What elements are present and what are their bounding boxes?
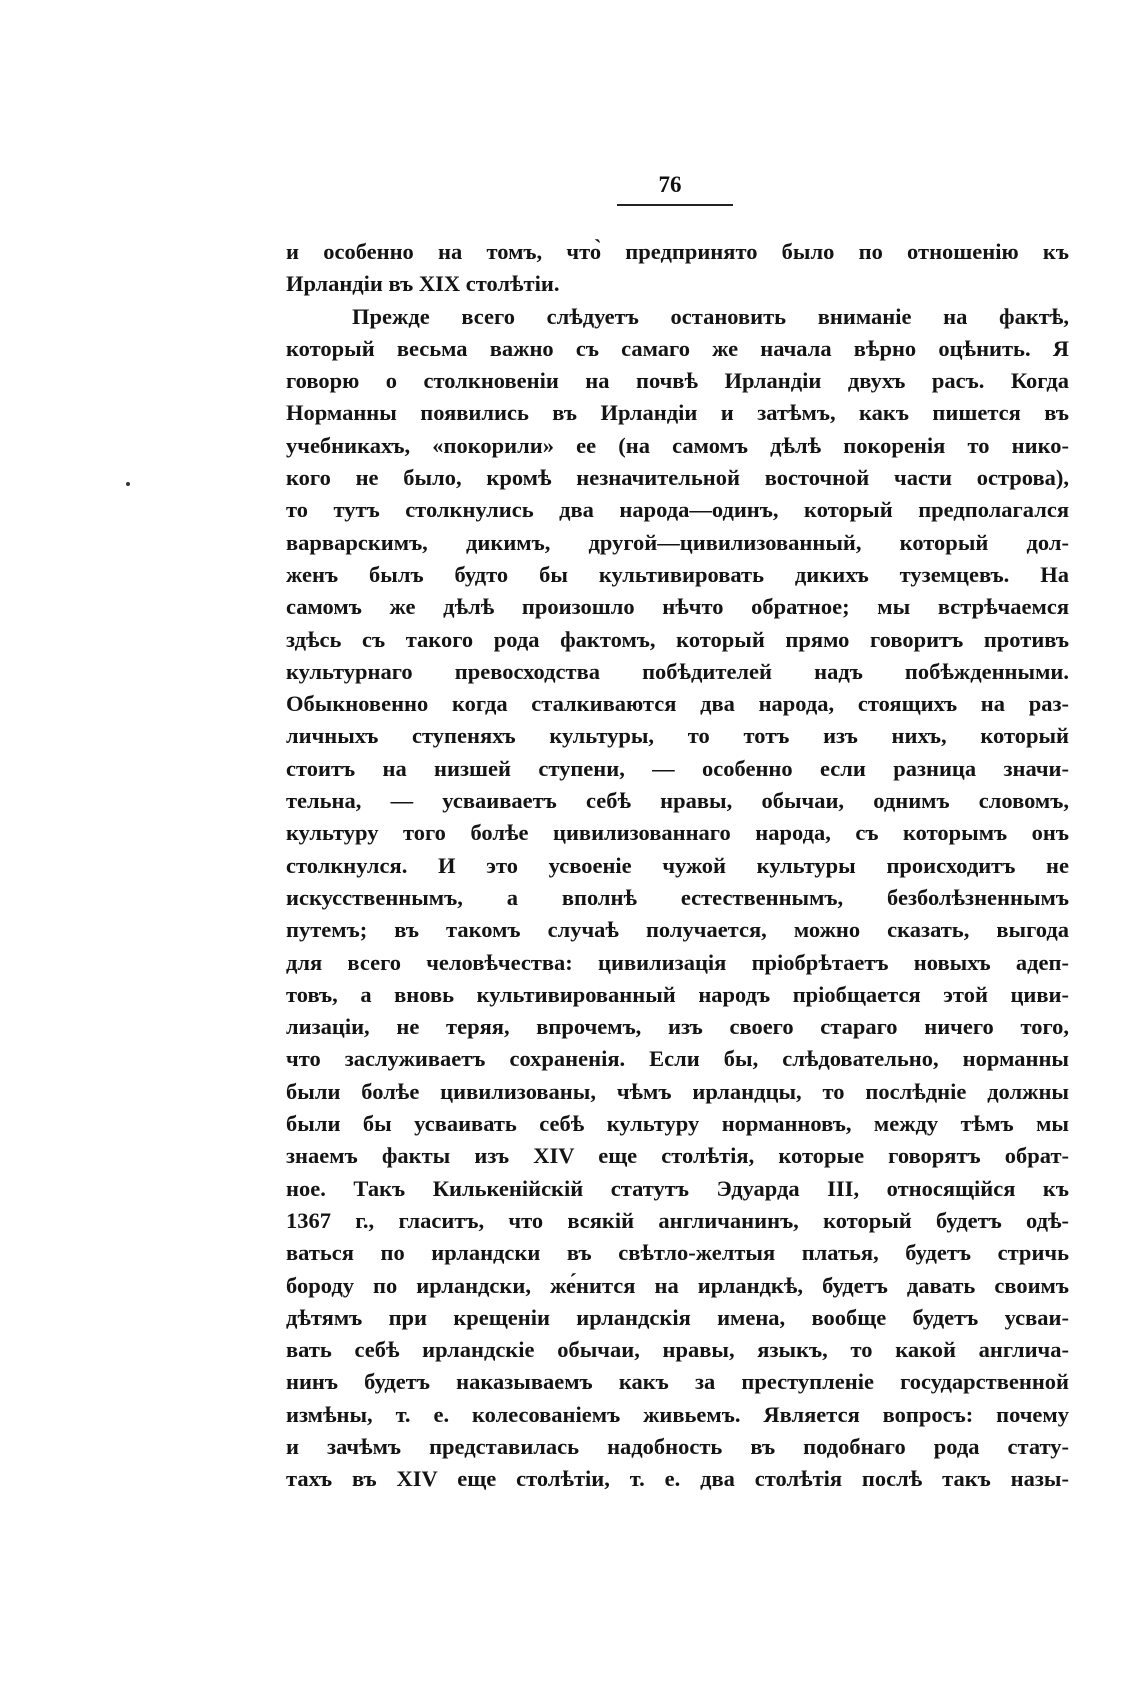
text-line: здѣсь съ такого рода фактомъ, который прямо говоритъ противъ [286,626,1069,652]
text-line: были болѣе цивилизованы, чѣмъ ирландцы, то послѣдніе должны [286,1078,1069,1104]
text-line: для всего человѣчества: цивилизація пріобрѣтаетъ новыхъ адеп- [286,949,1069,975]
header-rule [617,204,733,206]
text-line: что заслуживаетъ сохраненія. Если бы, слѣдовательно, норманны [286,1046,1069,1072]
text-line: нинъ будетъ наказываемъ какъ за преступленіе государственной [286,1369,1069,1395]
page-number: 76 [658,172,682,197]
text-line: тельна, — усваиваетъ себѣ нравы, обычаи, однимъ словомъ, [286,788,1069,814]
text-line: и зачѣмъ представилась надобность въ подобнаго рода стату- [286,1433,1069,1459]
text-line: культурнаго превосходства побѣдителей надъ побѣжденными. [286,658,1069,684]
text-line: стоитъ на низшей ступени, — особенно если разница значи- [286,755,1069,781]
text-line: знаемъ факты изъ XIV еще столѣтія, которые говорятъ обрат- [286,1143,1069,1169]
text-line: товъ, а вновь культивированный народъ пріобщается этой циви- [286,981,1069,1007]
text-line: Прежде всего слѣдуетъ остановить вниманіе на фактѣ, [352,303,1069,329]
text-line: который весьма важно съ самаго же начала вѣрно оцѣнить. Я [286,335,1069,361]
text-line: самомъ же дѣлѣ произошло нѣчто обратное; мы встрѣчаемся [286,594,1069,620]
text-line: 1367 г., гласитъ, что всякій англичанинъ, который будетъ одѣ- [286,1207,1069,1233]
text-line: тахъ въ XIV еще столѣтіи, т. е. два столѣтія послѣ такъ назы- [286,1466,1069,1492]
text-line: путемъ; въ такомъ случаѣ получается, можно сказать, выгода [286,917,1069,943]
text-line: варварскимъ, дикимъ, другой—цивилизованный, который дол- [286,529,1069,555]
text-line: говорю о столкновеніи на почвѣ Ирландіи двухъ расъ. Когда [286,368,1069,394]
text-line: дѣтямъ при крещеніи ирландскія имена, вообще будетъ усваи- [286,1304,1069,1330]
text-line: учебникахъ, «покорили» ее (на самомъ дѣлѣ покоренія то нико- [286,432,1069,458]
text-line: вать себѣ ирландскіе обычаи, нравы, языкъ, то какой англича- [286,1337,1069,1363]
text-line: искусственнымъ, а вполнѣ естественнымъ, безболѣзненнымъ [286,884,1069,910]
body-text [286,236,1069,1496]
text-line: женъ былъ будто бы культивировать дикихъ туземцевъ. На [286,561,1069,587]
text-line: были бы усваивать себѣ культуру норманновъ, между тѣмъ мы [286,1111,1069,1137]
text-line: бороду по ирландски, же́нится на ирландкѣ, будетъ давать своимъ [286,1272,1069,1298]
text-line: лизаціи, не теряя, впрочемъ, изъ своего стараго ничего того, [286,1014,1069,1040]
text-line: измѣны, т. е. колесованіемъ живьемъ. Является вопросъ: почему [286,1401,1069,1427]
text-line: то тутъ столкнулись два народа—одинъ, который предполагался [286,497,1069,523]
text-line: кого не было, кромѣ незначительной восточной части острова), [286,465,1069,491]
text-line: Норманны появились въ Ирландіи и затѣмъ, какъ пишется въ [286,400,1069,426]
text-line: ваться по ирландски въ свѣтло-желтыя платья, будетъ стричь [286,1240,1069,1266]
text-line: культуру того болѣе цивилизованнаго народа, съ которымъ онъ [286,820,1069,846]
margin-mark [126,482,130,486]
text-line: личныхъ ступеняхъ культуры, то тотъ изъ нихъ, который [286,723,1069,749]
text-line: ное. Такъ Килькенійскій статутъ Эдуарда III, относящійся къ [286,1175,1069,1201]
text-line: Обыкновенно когда сталкиваются два народа, стоящихъ на раз- [286,691,1069,717]
text-line: и особенно на томъ, что̀ предпринято было по отношенію къ [286,239,1069,264]
text-line: Ирландіи въ XIX столѣтіи. [286,271,560,297]
text-line: столкнулся. И это усвоеніе чужой культуры происходитъ не [286,852,1069,878]
